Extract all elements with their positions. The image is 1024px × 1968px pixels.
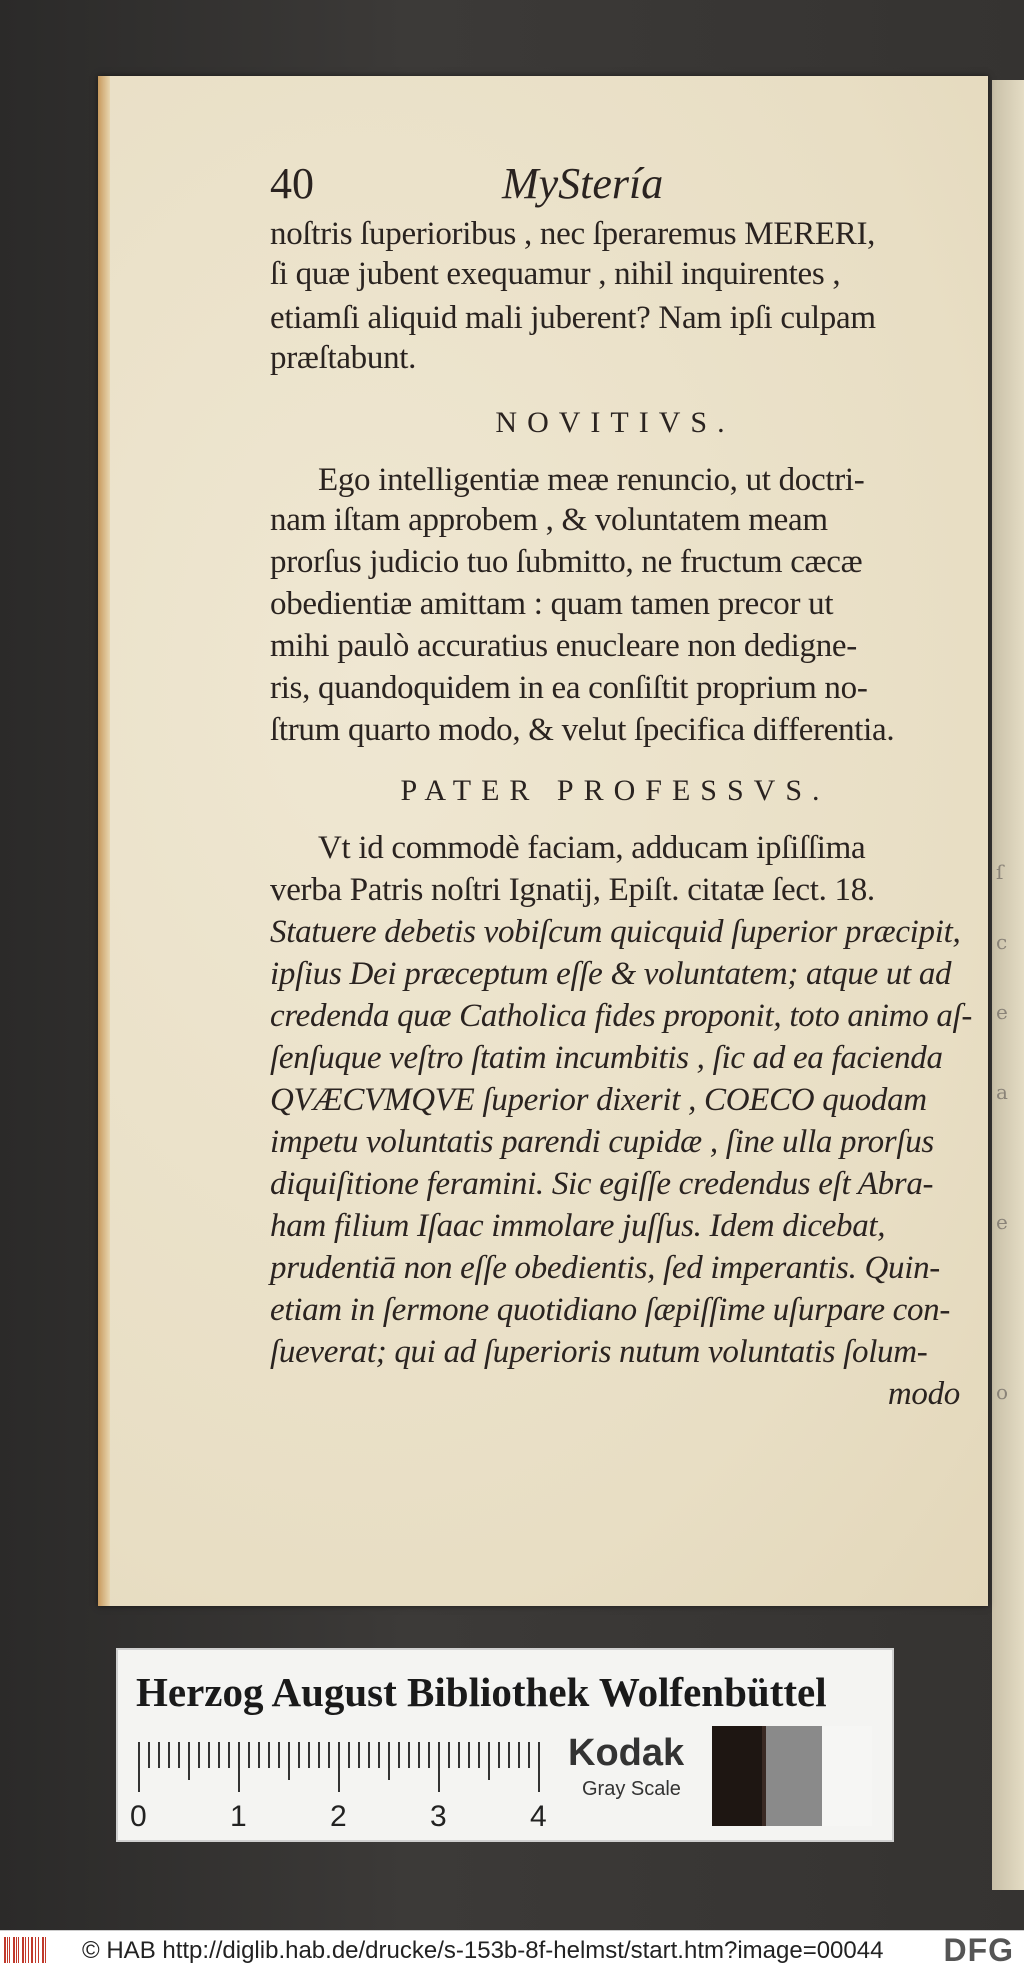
- text-line: ham filium Iſaac immolare juſſus. Idem dicebat,: [270, 1208, 886, 1244]
- ruler-tick: [468, 1742, 470, 1768]
- ruler-number: 0: [130, 1800, 147, 1833]
- ruler-number: 4: [530, 1800, 547, 1833]
- ruler-tick: [268, 1742, 270, 1768]
- ruler-tick: [298, 1742, 300, 1768]
- source-url[interactable]: © HAB http://diglib.hab.de/drucke/s-153b-8f-helmst/start.htm?image=00044: [82, 1937, 884, 1964]
- text-line: prorſus judicio tuo ſubmitto, ne fructum cæcæ: [270, 544, 863, 580]
- ruler-tick: [248, 1742, 250, 1768]
- ruler-tick: [178, 1742, 180, 1768]
- section-heading: NOVITIVS.: [495, 406, 735, 439]
- ruler-tick: [408, 1742, 410, 1768]
- ruler-tick: [208, 1742, 210, 1768]
- ruler-tick: [258, 1742, 260, 1768]
- text-line: ris, quandoquidem in ea conſiſtit proprium no-: [270, 670, 868, 706]
- ruler-tick: [518, 1742, 520, 1768]
- ruler: [130, 1742, 558, 1833]
- gray-swatch: [766, 1726, 822, 1826]
- ruler-tick: [168, 1742, 170, 1768]
- text-line: ſtrum quarto modo, & velut ſpecifica differentia.: [270, 712, 895, 748]
- ruler-tick: [498, 1742, 500, 1768]
- barcode-icon: [4, 1937, 48, 1963]
- ruler-tick: [438, 1742, 440, 1792]
- ruler-tick: [458, 1742, 460, 1768]
- kodak-logo: Kodak: [568, 1732, 685, 1774]
- ruler-tick: [318, 1742, 320, 1768]
- text-line: nam iſtam approbem , & voluntatem meam: [270, 502, 828, 538]
- text-line: ipſius Dei præceptum eſſe & voluntatem; atque ut ad: [270, 956, 952, 992]
- page-number: 40: [270, 159, 314, 208]
- next-page-edge: ſ c e a e o: [992, 80, 1024, 1890]
- ruler-tick: [448, 1742, 450, 1768]
- ruler-tick: [428, 1742, 430, 1768]
- ruler-number: 3: [430, 1800, 447, 1833]
- ruler-number: 2: [330, 1800, 347, 1833]
- catchword: modo: [887, 1376, 960, 1412]
- text-line: præſtabunt.: [270, 340, 417, 376]
- ruler-tick: [198, 1742, 200, 1768]
- text-line: prudentiā non eſſe obedientis, ſed imperantis. Quin-: [270, 1250, 940, 1286]
- ruler-tick: [538, 1742, 540, 1792]
- section-heading: PATER PROFESSVS.: [400, 774, 830, 807]
- gray-swatch: [712, 1726, 762, 1826]
- text-line: Vt id commodè faciam, adducam ipſiſſima: [318, 830, 866, 866]
- ruler-tick: [378, 1742, 380, 1768]
- ruler-tick: [228, 1742, 230, 1768]
- library-name: Herzog August Bibliothek Wolfenbüttel: [136, 1669, 827, 1715]
- text-line: etiamſi aliquid mali juberent? Nam ipſi culpam: [270, 300, 876, 336]
- ruler-tick: [478, 1742, 480, 1768]
- ruler-tick: [418, 1742, 420, 1768]
- text-line: mihi paulò accuratius enucleare non dedigne-: [270, 628, 857, 664]
- ruler-tick: [358, 1742, 360, 1768]
- text-line: diquiſitione feramini. Sic egiſſe credendus eſt Abra-: [270, 1166, 934, 1202]
- ruler-tick: [508, 1742, 510, 1768]
- calibration-bar: [116, 1648, 894, 1842]
- text-line: verba Patris noſtri Ignatij, Epiſt. citatæ ſect. 18.: [270, 872, 875, 908]
- gray-scale-label: Gray Scale: [582, 1778, 681, 1800]
- text-line: etiam in ſermone quotidiano ſæpiſſime uſurpare con-: [270, 1292, 951, 1328]
- text-line: impetu voluntatis parendi cupidæ , ſine ulla prorſus: [270, 1124, 934, 1160]
- ruler-tick: [398, 1742, 400, 1768]
- text-line: ſi quæ jubent exequamur , nihil inquirentes ,: [270, 256, 841, 292]
- ruler-tick: [278, 1742, 280, 1768]
- text-line: ſenſuque veſtro ſtatim incumbitis , ſic ad ea facienda: [270, 1040, 943, 1076]
- text-line: obedientiæ amittam : quam tamen precor ut: [270, 586, 834, 622]
- gray-swatch: [822, 1726, 872, 1826]
- page-fold-edge: [98, 76, 110, 1606]
- ruler-tick: [328, 1742, 330, 1768]
- text-line: noſtris ſuperioribus , nec ſperaremus MERERI,: [270, 216, 876, 252]
- text-line: ſueverat; qui ad ſuperioris nutum voluntatis ſolum-: [270, 1334, 928, 1370]
- running-title: MyStería: [502, 159, 664, 208]
- ruler-number: 1: [230, 1800, 247, 1833]
- text-line: Statuere debetis vobiſcum quicquid ſuperior præcipit,: [270, 914, 961, 950]
- text-line: QVÆCVMQVE ſuperior dixerit , COECO quodam: [270, 1082, 927, 1118]
- ruler-tick: [158, 1742, 160, 1768]
- dfg-logo: DFG: [943, 1932, 1014, 1968]
- ruler-tick: [488, 1742, 490, 1780]
- ruler-tick: [368, 1742, 370, 1768]
- ruler-tick: [188, 1742, 190, 1780]
- footer-bar: [0, 1930, 1024, 1968]
- ruler-tick: [288, 1742, 290, 1780]
- ruler-tick: [218, 1742, 220, 1768]
- ruler-tick: [528, 1742, 530, 1768]
- ruler-tick: [348, 1742, 350, 1768]
- ruler-tick: [338, 1742, 340, 1792]
- ruler-tick: [138, 1742, 140, 1792]
- ruler-tick: [388, 1742, 390, 1780]
- text-line: Ego intelligentiæ meæ renuncio, ut doctri-: [318, 462, 865, 498]
- text-line: credenda quæ Catholica fides proponit, toto animo aſ-: [270, 998, 973, 1034]
- ruler-tick: [308, 1742, 310, 1768]
- ruler-tick: [238, 1742, 240, 1792]
- ruler-tick: [148, 1742, 150, 1768]
